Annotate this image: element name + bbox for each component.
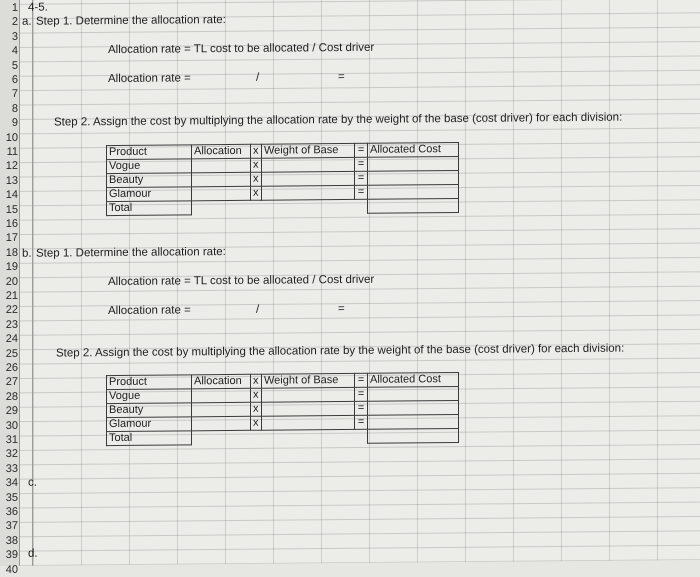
- table-total-row[interactable]: [107, 428, 459, 445]
- part-a-formula: Allocation rate = TL cost to be allocated / Cost driver: [108, 41, 375, 57]
- product-cell[interactable]: Glamour: [107, 187, 192, 202]
- row-number[interactable]: 38: [5, 534, 18, 547]
- part-b-step1: Step 1. Determine the allocation rate:: [36, 246, 226, 260]
- cost-cell[interactable]: [368, 386, 459, 401]
- weight-cell[interactable]: [262, 387, 355, 402]
- row-number[interactable]: 31: [5, 433, 18, 446]
- cost-cell[interactable]: [368, 400, 459, 415]
- row-number[interactable]: 22: [5, 304, 18, 317]
- header-eq: =: [355, 143, 368, 157]
- row-number[interactable]: 5: [11, 59, 18, 72]
- table-total-row[interactable]: [107, 198, 459, 215]
- allocation-cell[interactable]: [192, 186, 251, 201]
- x-cell: x: [251, 388, 262, 402]
- part-a-step2: Step 2. Assign the cost by multiplying the allocation rate by the weight of the base (cost driver) for each division:: [54, 111, 623, 129]
- row-number[interactable]: 14: [5, 189, 18, 202]
- row-number[interactable]: 35: [5, 491, 18, 504]
- row-number[interactable]: 13: [5, 174, 18, 187]
- cost-cell[interactable]: [368, 170, 459, 185]
- row-number[interactable]: 27: [5, 376, 18, 389]
- x-cell: x: [251, 172, 262, 186]
- row-number[interactable]: 1: [11, 1, 18, 14]
- row-number[interactable]: 15: [5, 203, 18, 216]
- part-d-label: d.: [28, 547, 38, 560]
- row-number[interactable]: 8: [11, 102, 18, 115]
- row-number[interactable]: 32: [5, 448, 18, 461]
- row-number[interactable]: 16: [5, 217, 18, 230]
- row-number[interactable]: 3: [11, 30, 18, 43]
- weight-cell[interactable]: [262, 157, 355, 172]
- header-weight: Weight of Base: [262, 143, 355, 158]
- total-cost-cell[interactable]: [368, 428, 459, 443]
- total-label: Total: [107, 201, 192, 216]
- row-number[interactable]: 18: [5, 246, 18, 259]
- cost-cell[interactable]: [368, 184, 459, 199]
- allocation-table-b: [106, 372, 459, 446]
- row-number[interactable]: 25: [5, 347, 18, 360]
- part-b-rate-label: Allocation rate =: [108, 304, 191, 318]
- part-a-equals: =: [338, 70, 345, 84]
- eq-cell: =: [355, 387, 368, 401]
- header-cost: Allocated Cost: [368, 142, 459, 157]
- row-number[interactable]: 30: [5, 419, 18, 432]
- row-number[interactable]: 10: [5, 131, 18, 144]
- part-b-slash: /: [256, 303, 260, 316]
- header-x: x: [251, 374, 262, 388]
- allocation-cell[interactable]: [192, 172, 251, 187]
- header-product: Product: [107, 145, 192, 160]
- cost-cell[interactable]: [368, 414, 459, 429]
- row-number[interactable]: 36: [5, 505, 18, 518]
- eq-cell: =: [355, 157, 368, 171]
- x-cell: x: [251, 186, 262, 200]
- row-number[interactable]: 9: [11, 117, 18, 130]
- row-number[interactable]: 17: [5, 232, 18, 245]
- row-number[interactable]: 28: [5, 390, 18, 403]
- header-allocation: Allocation: [192, 144, 251, 159]
- eq-cell: =: [355, 401, 368, 415]
- row-number[interactable]: 23: [5, 318, 18, 331]
- product-cell[interactable]: Vogue: [107, 389, 192, 404]
- allocation-table-a: [106, 142, 459, 216]
- header-product: Product: [107, 375, 192, 390]
- row-number[interactable]: 2: [11, 16, 18, 29]
- part-a-step1: Step 1. Determine the allocation rate:: [36, 14, 226, 28]
- allocation-cell[interactable]: [192, 402, 251, 417]
- row-number[interactable]: 26: [5, 361, 18, 374]
- row-number[interactable]: 24: [5, 333, 18, 346]
- header-cost: Allocated Cost: [368, 372, 459, 387]
- header-eq: =: [355, 373, 368, 387]
- allocation-cell[interactable]: [192, 158, 251, 173]
- part-a-slash: /: [256, 71, 260, 84]
- x-cell: x: [251, 416, 262, 430]
- total-label: Total: [107, 431, 192, 446]
- row-number[interactable]: 34: [5, 477, 18, 490]
- row-number[interactable]: 12: [5, 160, 18, 173]
- header-weight: Weight of Base: [262, 373, 355, 388]
- part-b-label: b.: [22, 247, 32, 260]
- problem-title: 4-5.: [28, 1, 48, 14]
- header-allocation: Allocation: [192, 374, 251, 389]
- part-b-formula: Allocation rate = TL cost to be allocated / Cost driver: [108, 273, 375, 289]
- header-x: x: [251, 144, 262, 158]
- product-cell[interactable]: Beauty: [107, 403, 192, 418]
- weight-cell[interactable]: [262, 415, 355, 430]
- part-a-rate-label: Allocation rate =: [108, 72, 191, 86]
- row-number[interactable]: 29: [5, 405, 18, 418]
- row-number[interactable]: 20: [5, 275, 18, 288]
- x-cell: x: [251, 402, 262, 416]
- row-number[interactable]: 33: [5, 462, 18, 475]
- product-cell[interactable]: Beauty: [107, 173, 192, 188]
- eq-cell: =: [355, 415, 368, 429]
- row-number[interactable]: 40: [5, 563, 18, 576]
- row-number[interactable]: 39: [5, 549, 18, 562]
- allocation-cell[interactable]: [192, 388, 251, 403]
- total-cost-cell[interactable]: [368, 198, 459, 213]
- product-cell[interactable]: Glamour: [107, 417, 192, 432]
- row-number[interactable]: 7: [11, 88, 18, 101]
- part-c-label: c.: [28, 476, 37, 489]
- part-a-label: a.: [22, 15, 32, 28]
- part-b-equals: =: [338, 302, 345, 316]
- row-number[interactable]: 11: [6, 145, 18, 158]
- row-number[interactable]: 19: [5, 261, 18, 274]
- weight-cell[interactable]: [262, 171, 355, 186]
- row-number[interactable]: 4: [11, 45, 18, 58]
- weight-cell[interactable]: [262, 185, 355, 200]
- cost-cell[interactable]: [368, 156, 459, 171]
- eq-cell: =: [355, 171, 368, 185]
- row-number[interactable]: 37: [5, 520, 18, 533]
- eq-cell: =: [355, 185, 368, 199]
- product-cell[interactable]: Vogue: [107, 159, 192, 174]
- part-b-step2: Step 2. Assign the cost by multiplying the allocation rate by the weight of the base (cost driver) for each division:: [56, 342, 625, 360]
- x-cell: x: [251, 158, 262, 172]
- weight-cell[interactable]: [262, 401, 355, 416]
- row-number[interactable]: 6: [11, 73, 18, 86]
- allocation-cell[interactable]: [192, 416, 251, 431]
- row-number[interactable]: 21: [5, 289, 18, 302]
